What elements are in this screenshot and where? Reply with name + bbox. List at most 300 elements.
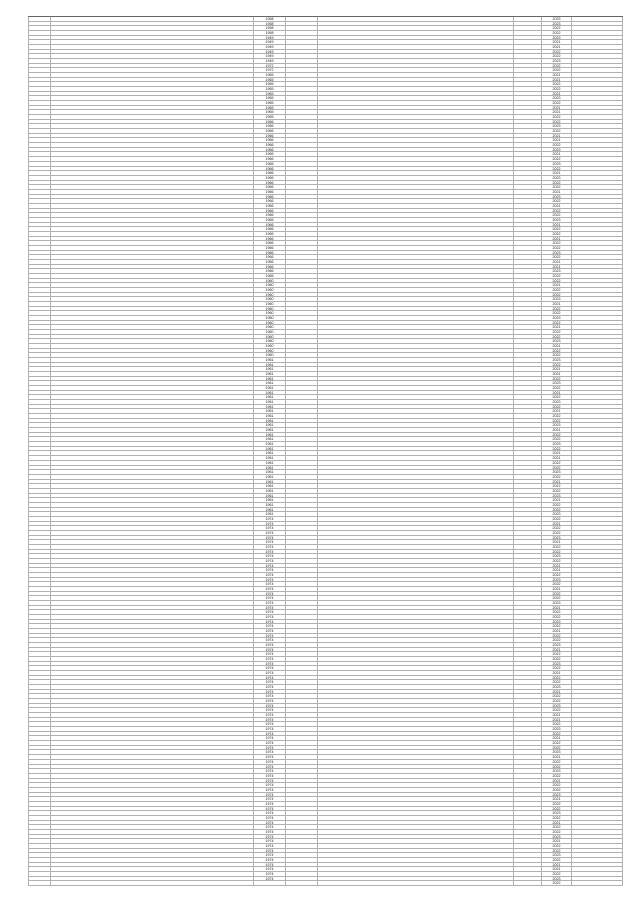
cell-extra xyxy=(513,550,541,554)
cell-built-year: 1974 xyxy=(253,643,285,647)
cell-plan-year: 2022 xyxy=(541,559,571,563)
cell-renov xyxy=(285,461,317,465)
cell-cost xyxy=(571,195,623,199)
cell-code xyxy=(28,788,50,792)
cell-renov xyxy=(285,699,317,703)
cell-code xyxy=(28,727,50,731)
cell-renov xyxy=(285,307,317,311)
cell-address xyxy=(50,87,253,91)
cell-plan-year: 2021 xyxy=(541,78,571,82)
cell-cost xyxy=(571,255,623,259)
cell-address xyxy=(50,629,253,633)
cell-built-year: 1974 xyxy=(253,676,285,680)
cell-built-year: 1974 xyxy=(253,531,285,535)
cell-extra xyxy=(513,391,541,395)
cell-work xyxy=(317,498,513,502)
cell-work xyxy=(317,311,513,315)
cell-built-year: 1961 xyxy=(253,503,285,507)
cell-renov xyxy=(285,666,317,670)
cell-extra xyxy=(513,423,541,427)
cell-address xyxy=(50,494,253,498)
cell-renov xyxy=(285,442,317,446)
cell-built-year: 1966 xyxy=(253,223,285,227)
cell-extra xyxy=(513,54,541,58)
cell-work xyxy=(317,708,513,712)
cell-code xyxy=(28,732,50,736)
cell-cost xyxy=(571,232,623,236)
cell-plan-year: 2023 xyxy=(541,835,571,839)
cell-plan-year: 2023 xyxy=(541,494,571,498)
cell-cost xyxy=(571,96,623,100)
cell-plan-year: 2023 xyxy=(541,269,571,273)
cell-cost xyxy=(571,755,623,759)
cell-cost xyxy=(571,106,623,110)
cell-extra xyxy=(513,78,541,82)
cell-extra xyxy=(513,475,541,479)
cell-plan-year: 2022 xyxy=(541,699,571,703)
cell-address xyxy=(50,363,253,367)
cell-built-year: 1966 xyxy=(253,232,285,236)
cell-plan-year: 2021 xyxy=(541,568,571,572)
cell-plan-year: 2022 xyxy=(541,199,571,203)
cell-renov xyxy=(285,676,317,680)
cell-renov xyxy=(285,825,317,829)
cell-code xyxy=(28,223,50,227)
cell-code xyxy=(28,648,50,652)
cell-cost xyxy=(571,227,623,231)
cell-cost xyxy=(571,386,623,390)
cell-address xyxy=(50,587,253,591)
cell-extra xyxy=(513,694,541,698)
cell-cost xyxy=(571,536,623,540)
cell-built-year: 1965 xyxy=(253,92,285,96)
cell-extra xyxy=(513,386,541,390)
cell-work xyxy=(317,545,513,549)
cell-renov xyxy=(285,101,317,105)
cell-work xyxy=(317,881,513,885)
cell-renov xyxy=(285,199,317,203)
cell-plan-year: 2022 xyxy=(541,288,571,292)
cell-renov xyxy=(285,40,317,44)
cell-extra xyxy=(513,835,541,839)
cell-renov xyxy=(285,783,317,787)
cell-code xyxy=(28,825,50,829)
cell-code xyxy=(28,185,50,189)
cell-work xyxy=(317,274,513,278)
cell-extra xyxy=(513,620,541,624)
cell-renov xyxy=(285,839,317,843)
cell-plan-year: 2022 xyxy=(541,741,571,745)
cell-built-year: 1974 xyxy=(253,718,285,722)
cell-built-year: 1965 xyxy=(253,106,285,110)
cell-renov xyxy=(285,176,317,180)
cell-address xyxy=(50,176,253,180)
cell-address xyxy=(50,746,253,750)
cell-code xyxy=(28,690,50,694)
cell-code xyxy=(28,316,50,320)
cell-work xyxy=(317,624,513,628)
cell-built-year: 1960 xyxy=(253,288,285,292)
cell-built-year: 1961 xyxy=(253,363,285,367)
cell-renov xyxy=(285,732,317,736)
cell-address xyxy=(50,643,253,647)
cell-cost xyxy=(571,265,623,269)
cell-work xyxy=(317,517,513,521)
cell-plan-year: 2023 xyxy=(541,470,571,474)
cell-work xyxy=(317,59,513,63)
cell-code xyxy=(28,736,50,740)
cell-code xyxy=(28,550,50,554)
cell-built-year: 1961 xyxy=(253,442,285,446)
cell-address xyxy=(50,335,253,339)
cell-code xyxy=(28,442,50,446)
cell-address xyxy=(50,157,253,161)
cell-code xyxy=(28,676,50,680)
cell-built-year: 1974 xyxy=(253,699,285,703)
cell-built-year: 1961 xyxy=(253,451,285,455)
cell-address xyxy=(50,620,253,624)
cell-renov xyxy=(285,36,317,40)
cell-cost xyxy=(571,307,623,311)
cell-cost xyxy=(571,167,623,171)
cell-work xyxy=(317,522,513,526)
cell-extra xyxy=(513,106,541,110)
cell-renov xyxy=(285,255,317,259)
cell-plan-year: 2023 xyxy=(541,218,571,222)
cell-renov xyxy=(285,662,317,666)
cell-code xyxy=(28,849,50,853)
cell-extra xyxy=(513,456,541,460)
cell-work xyxy=(317,288,513,292)
cell-work xyxy=(317,480,513,484)
cell-code xyxy=(28,475,50,479)
cell-address xyxy=(50,414,253,418)
cell-work xyxy=(317,321,513,325)
cell-renov xyxy=(285,302,317,306)
cell-built-year: 1961 xyxy=(253,475,285,479)
cell-plan-year: 2022 xyxy=(541,816,571,820)
cell-work xyxy=(317,489,513,493)
cell-plan-year: 2021 xyxy=(541,302,571,306)
cell-code xyxy=(28,363,50,367)
cell-code xyxy=(28,615,50,619)
cell-address xyxy=(50,680,253,684)
cell-cost xyxy=(571,592,623,596)
cell-code xyxy=(28,769,50,773)
cell-extra xyxy=(513,503,541,507)
cell-plan-year: 2022 xyxy=(541,68,571,72)
cell-renov xyxy=(285,138,317,142)
cell-address xyxy=(50,167,253,171)
cell-work xyxy=(317,437,513,441)
cell-cost xyxy=(571,325,623,329)
cell-renov xyxy=(285,793,317,797)
cell-built-year: 1974 xyxy=(253,648,285,652)
cell-built-year: 1965 xyxy=(253,101,285,105)
cell-renov xyxy=(285,498,317,502)
cell-address xyxy=(50,662,253,666)
cell-address xyxy=(50,372,253,376)
cell-address xyxy=(50,437,253,441)
cell-plan-year: 2021 xyxy=(541,134,571,138)
cell-plan-year: 2023 xyxy=(541,536,571,540)
cell-built-year: 1949 xyxy=(253,45,285,49)
cell-work xyxy=(317,391,513,395)
cell-cost xyxy=(571,274,623,278)
cell-renov xyxy=(285,218,317,222)
cell-address xyxy=(50,821,253,825)
cell-address xyxy=(50,409,253,413)
cell-cost xyxy=(571,526,623,530)
cell-code xyxy=(28,508,50,512)
cell-extra xyxy=(513,807,541,811)
cell-built-year: 1949 xyxy=(253,40,285,44)
cell-plan-year: 2021 xyxy=(541,265,571,269)
cell-plan-year: 2022 xyxy=(541,279,571,283)
cell-built-year: 1966 xyxy=(253,246,285,250)
cell-plan-year: 2021 xyxy=(541,839,571,843)
cell-address xyxy=(50,251,253,255)
cell-extra xyxy=(513,489,541,493)
cell-plan-year: 2023 xyxy=(541,793,571,797)
cell-extra xyxy=(513,115,541,119)
cell-address xyxy=(50,386,253,390)
cell-extra xyxy=(513,662,541,666)
cell-built-year: 1961 xyxy=(253,512,285,516)
cell-code xyxy=(28,461,50,465)
cell-work xyxy=(317,760,513,764)
cell-cost xyxy=(571,152,623,156)
cell-renov xyxy=(285,92,317,96)
cell-address xyxy=(50,741,253,745)
cell-address xyxy=(50,78,253,82)
cell-extra xyxy=(513,783,541,787)
cell-plan-year: 2023 xyxy=(541,22,571,26)
cell-cost xyxy=(571,750,623,754)
cell-renov xyxy=(285,283,317,287)
cell-built-year: 1961 xyxy=(253,372,285,376)
cell-code xyxy=(28,50,50,54)
cell-address xyxy=(50,615,253,619)
cell-plan-year: 2022 xyxy=(541,858,571,862)
cell-plan-year: 2022 xyxy=(541,844,571,848)
cell-renov xyxy=(285,540,317,544)
cell-address xyxy=(50,550,253,554)
cell-renov xyxy=(285,746,317,750)
cell-extra xyxy=(513,592,541,596)
cell-address xyxy=(50,545,253,549)
cell-work xyxy=(317,307,513,311)
cell-built-year: 1961 xyxy=(253,461,285,465)
cell-built-year: 1974 xyxy=(253,750,285,754)
cell-code xyxy=(28,582,50,586)
cell-plan-year: 2022 xyxy=(541,807,571,811)
cell-work xyxy=(317,704,513,708)
cell-built-year: 1966 xyxy=(253,199,285,203)
cell-work xyxy=(317,115,513,119)
cell-address xyxy=(50,339,253,343)
cell-work xyxy=(317,414,513,418)
cell-cost xyxy=(571,405,623,409)
cell-renov xyxy=(285,750,317,754)
cell-work xyxy=(317,255,513,259)
cell-plan-year: 2022 xyxy=(541,377,571,381)
cell-plan-year: 2022 xyxy=(541,732,571,736)
cell-extra xyxy=(513,573,541,577)
cell-renov xyxy=(285,269,317,273)
cell-address xyxy=(50,279,253,283)
cell-extra xyxy=(513,680,541,684)
cell-renov xyxy=(285,522,317,526)
cell-extra xyxy=(513,849,541,853)
cell-address xyxy=(50,218,253,222)
cell-extra xyxy=(513,353,541,357)
cell-extra xyxy=(513,297,541,301)
cell-plan-year: 2023 xyxy=(541,554,571,558)
cell-renov xyxy=(285,821,317,825)
cell-work xyxy=(317,181,513,185)
cell-code xyxy=(28,162,50,166)
cell-plan-year: 2021 xyxy=(541,283,571,287)
cell-code xyxy=(28,872,50,876)
cell-code xyxy=(28,793,50,797)
cell-cost xyxy=(571,797,623,801)
cell-built-year: 1974 xyxy=(253,760,285,764)
cell-plan-year: 2022 xyxy=(541,783,571,787)
cell-cost xyxy=(571,648,623,652)
cell-plan-year: 2021 xyxy=(541,522,571,526)
cell-extra xyxy=(513,825,541,829)
cell-address xyxy=(50,508,253,512)
cell-work xyxy=(317,578,513,582)
cell-work xyxy=(317,736,513,740)
cell-address xyxy=(50,381,253,385)
cell-plan-year: 2023 xyxy=(541,400,571,404)
cell-plan-year: 2022 xyxy=(541,545,571,549)
cell-extra xyxy=(513,330,541,334)
cell-cost xyxy=(571,475,623,479)
cell-cost xyxy=(571,671,623,675)
cell-plan-year: 2022 xyxy=(541,550,571,554)
cell-cost xyxy=(571,610,623,614)
cell-built-year: 1974 xyxy=(253,564,285,568)
cell-code xyxy=(28,447,50,451)
cell-code xyxy=(28,685,50,689)
cell-work xyxy=(317,807,513,811)
cell-work xyxy=(317,451,513,455)
cell-plan-year: 2021 xyxy=(541,260,571,264)
cell-extra xyxy=(513,251,541,255)
cell-cost xyxy=(571,545,623,549)
cell-built-year: 1974 xyxy=(253,680,285,684)
cell-renov xyxy=(285,807,317,811)
cell-address xyxy=(50,783,253,787)
cell-work xyxy=(317,718,513,722)
cell-address xyxy=(50,793,253,797)
cell-extra xyxy=(513,830,541,834)
cell-work xyxy=(317,564,513,568)
cell-renov xyxy=(285,363,317,367)
cell-cost xyxy=(571,339,623,343)
cell-address xyxy=(50,736,253,740)
cell-plan-year: 2021 xyxy=(541,325,571,329)
cell-code xyxy=(28,297,50,301)
cell-built-year: 1974 xyxy=(253,783,285,787)
cell-address xyxy=(50,82,253,86)
cell-extra xyxy=(513,685,541,689)
cell-built-year: 1974 xyxy=(253,554,285,558)
cell-code xyxy=(28,881,50,885)
cell-renov xyxy=(285,741,317,745)
cell-work xyxy=(317,64,513,68)
cell-work xyxy=(317,31,513,35)
cell-code xyxy=(28,176,50,180)
cell-cost xyxy=(571,64,623,68)
cell-built-year: 1974 xyxy=(253,517,285,521)
cell-renov xyxy=(285,582,317,586)
cell-extra xyxy=(513,517,541,521)
cell-built-year: 1974 xyxy=(253,713,285,717)
cell-cost xyxy=(571,746,623,750)
cell-renov xyxy=(285,246,317,250)
cell-code xyxy=(28,167,50,171)
cell-built-year: 1961 xyxy=(253,508,285,512)
cell-cost xyxy=(571,176,623,180)
cell-code xyxy=(28,671,50,675)
cell-cost xyxy=(571,400,623,404)
cell-built-year: 1974 xyxy=(253,685,285,689)
cell-extra xyxy=(513,293,541,297)
cell-work xyxy=(317,793,513,797)
cell-code xyxy=(28,484,50,488)
cell-renov xyxy=(285,344,317,348)
cell-extra xyxy=(513,722,541,726)
cell-extra xyxy=(513,358,541,362)
cell-work xyxy=(317,176,513,180)
cell-built-year: 1974 xyxy=(253,835,285,839)
cell-work xyxy=(317,367,513,371)
cell-extra xyxy=(513,765,541,769)
cell-address xyxy=(50,475,253,479)
cell-code xyxy=(28,181,50,185)
cell-plan-year: 2022 xyxy=(541,433,571,437)
cell-code xyxy=(28,157,50,161)
cell-cost xyxy=(571,793,623,797)
cell-extra xyxy=(513,788,541,792)
cell-cost xyxy=(571,433,623,437)
cell-extra xyxy=(513,419,541,423)
cell-built-year: 1974 xyxy=(253,811,285,815)
cell-built-year: 1961 xyxy=(253,428,285,432)
cell-address xyxy=(50,283,253,287)
cell-code xyxy=(28,87,50,91)
cell-plan-year: 2021 xyxy=(541,587,571,591)
cell-extra xyxy=(513,400,541,404)
cell-address xyxy=(50,858,253,862)
cell-address xyxy=(50,451,253,455)
cell-renov xyxy=(285,433,317,437)
cell-extra xyxy=(513,867,541,871)
cell-code xyxy=(28,68,50,72)
cell-code xyxy=(28,573,50,577)
cell-extra xyxy=(513,339,541,343)
cell-built-year: 1974 xyxy=(253,615,285,619)
cell-work xyxy=(317,106,513,110)
cell-built-year: 1974 xyxy=(253,606,285,610)
cell-cost xyxy=(571,680,623,684)
cell-code xyxy=(28,59,50,63)
cell-code xyxy=(28,325,50,329)
